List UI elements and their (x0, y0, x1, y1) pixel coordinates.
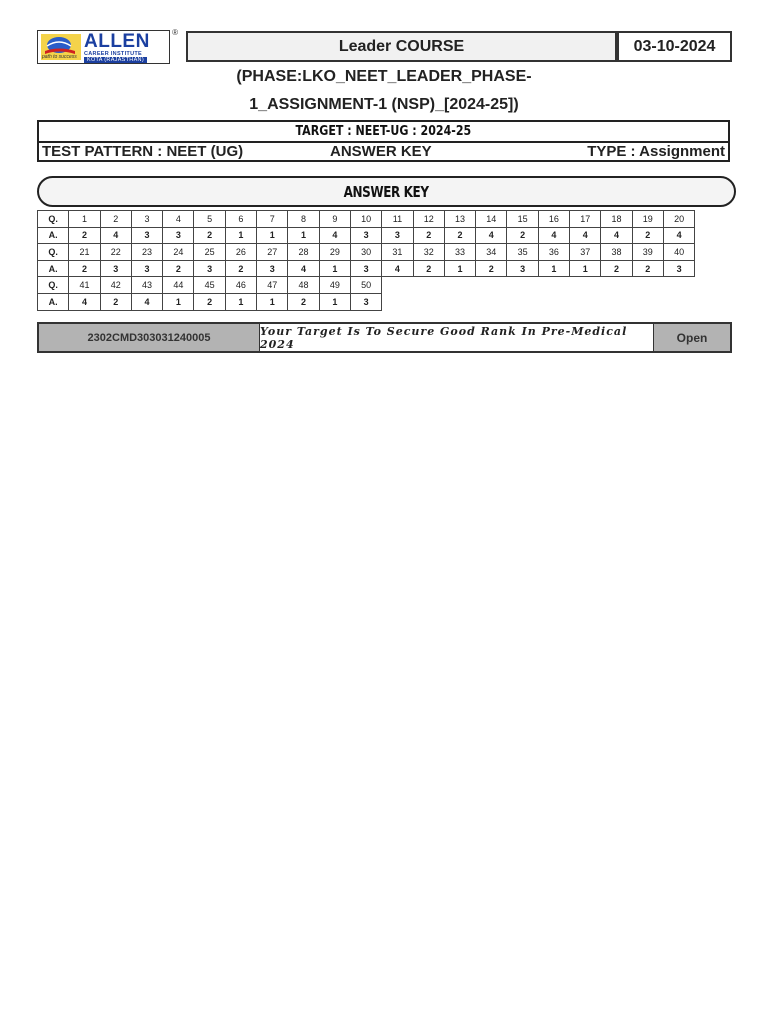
answer-value-cell: 2 (69, 227, 100, 244)
empty-cell (413, 277, 444, 294)
brand-tagline: path to success (42, 54, 77, 60)
empty-cell (570, 277, 601, 294)
answer-value-cell: 2 (507, 227, 538, 244)
answer-value-cell: 3 (257, 260, 288, 277)
question-number-cell: 6 (225, 211, 256, 228)
question-number-cell: 48 (288, 277, 319, 294)
answer-value-cell: 1 (570, 260, 601, 277)
empty-cell (507, 277, 538, 294)
question-number-cell: 1 (69, 211, 100, 228)
question-number-cell: 36 (538, 244, 569, 261)
answer-value-cell: 4 (382, 260, 413, 277)
question-number-cell: 45 (194, 277, 225, 294)
answer-label-cell: A. (38, 293, 69, 310)
empty-cell (601, 277, 632, 294)
paper-code: 2302CMD303031240005 (39, 324, 260, 351)
empty-cell (507, 293, 538, 310)
answer-table (37, 210, 695, 311)
question-number-cell: 3 (131, 211, 162, 228)
answer-value-cell: 3 (507, 260, 538, 277)
question-number-cell: 39 (632, 244, 663, 261)
question-row (38, 211, 695, 228)
target-label: TARGET : NEET-UG : 2024-25 (295, 124, 472, 139)
question-number-cell: 28 (288, 244, 319, 261)
empty-cell (382, 293, 413, 310)
answer-value-cell: 1 (444, 260, 475, 277)
answer-value-cell: 3 (131, 260, 162, 277)
answer-value-cell: 2 (100, 293, 131, 310)
question-number-cell: 27 (257, 244, 288, 261)
question-number-cell: 37 (570, 244, 601, 261)
answer-value-cell: 2 (288, 293, 319, 310)
answer-value-cell: 1 (257, 227, 288, 244)
answer-value-cell: 4 (570, 227, 601, 244)
answer-value-cell: 2 (413, 260, 444, 277)
question-number-cell: 25 (194, 244, 225, 261)
date-box: 03-10-2024 (617, 31, 732, 62)
empty-cell (663, 293, 694, 310)
answer-value-cell: 1 (163, 293, 194, 310)
question-number-cell: 23 (131, 244, 162, 261)
phase-title-line1: (PHASE:LKO_NEET_LEADER_PHASE- (236, 68, 532, 85)
answer-value-cell: 3 (163, 227, 194, 244)
question-number-cell: 20 (663, 211, 694, 228)
answer-value-cell: 3 (663, 260, 694, 277)
question-number-cell: 7 (257, 211, 288, 228)
phase-title-line2: 1_ASSIGNMENT-1 (NSP)_[2024-25]) (249, 96, 519, 113)
answer-value-cell: 3 (350, 260, 381, 277)
question-number-cell: 11 (382, 211, 413, 228)
brand-line1: CAREER INSTITUTE (84, 51, 142, 57)
question-number-cell: 42 (100, 277, 131, 294)
answer-value-cell: 3 (382, 227, 413, 244)
empty-cell (382, 277, 413, 294)
answer-value-cell: 4 (476, 227, 507, 244)
brand-name: ALLEN (84, 31, 150, 52)
answer-value-cell: 2 (632, 227, 663, 244)
question-number-cell: 50 (350, 277, 381, 294)
question-number-cell: 12 (413, 211, 444, 228)
empty-cell (444, 277, 475, 294)
answer-value-cell: 2 (413, 227, 444, 244)
question-number-cell: 19 (632, 211, 663, 228)
question-number-cell: 2 (100, 211, 131, 228)
question-number-cell: 31 (382, 244, 413, 261)
answer-value-cell: 2 (632, 260, 663, 277)
empty-cell (663, 277, 694, 294)
answer-value-cell: 3 (100, 260, 131, 277)
pattern-row (37, 141, 730, 162)
empty-cell (538, 293, 569, 310)
question-number-cell: 41 (69, 277, 100, 294)
target-row (37, 120, 730, 141)
question-number-cell: 40 (663, 244, 694, 261)
empty-cell (632, 277, 663, 294)
answer-value-cell: 4 (100, 227, 131, 244)
answer-value-cell: 3 (194, 260, 225, 277)
answer-value-cell: 4 (69, 293, 100, 310)
answer-value-cell: 2 (194, 227, 225, 244)
question-number-cell: 44 (163, 277, 194, 294)
answer-row (38, 260, 695, 277)
slogan: Your Target Is To Secure Good Rank In Pre-Medical 2024 (260, 324, 653, 351)
empty-cell (570, 293, 601, 310)
question-row (38, 244, 695, 261)
answer-value-cell: 2 (444, 227, 475, 244)
question-number-cell: 8 (288, 211, 319, 228)
answer-value-cell: 2 (163, 260, 194, 277)
question-number-cell: 22 (100, 244, 131, 261)
answer-value-cell: 2 (69, 260, 100, 277)
empty-cell (476, 277, 507, 294)
answer-value-cell: 4 (601, 227, 632, 244)
answer-value-cell: 4 (663, 227, 694, 244)
question-number-cell: 30 (350, 244, 381, 261)
answer-value-cell: 3 (350, 227, 381, 244)
test-pattern-label: TEST PATTERN : NEET (UG) (42, 143, 244, 160)
empty-cell (444, 293, 475, 310)
question-number-cell: 17 (570, 211, 601, 228)
answer-row (38, 227, 695, 244)
answer-value-cell: 4 (288, 260, 319, 277)
answer-value-cell: 1 (225, 293, 256, 310)
question-number-cell: 4 (163, 211, 194, 228)
registered-mark: ® (172, 28, 178, 37)
question-number-cell: 26 (225, 244, 256, 261)
answer-value-cell: 4 (131, 293, 162, 310)
question-number-cell: 5 (194, 211, 225, 228)
question-number-cell: 24 (163, 244, 194, 261)
empty-cell (413, 293, 444, 310)
answer-key-label: ANSWER KEY (330, 143, 432, 160)
footer-bar (37, 322, 732, 353)
empty-cell (538, 277, 569, 294)
question-number-cell: 16 (538, 211, 569, 228)
question-number-cell: 10 (350, 211, 381, 228)
question-number-cell: 43 (131, 277, 162, 294)
answer-key-banner-text: ANSWER KEY (343, 183, 429, 201)
course-title: Leader COURSE (186, 31, 617, 62)
answer-value-cell: 1 (538, 260, 569, 277)
question-label-cell: Q. (38, 211, 69, 228)
empty-cell (632, 293, 663, 310)
answer-grid (37, 210, 737, 311)
answer-label-cell: A. (38, 260, 69, 277)
question-number-cell: 21 (69, 244, 100, 261)
answer-value-cell: 4 (319, 227, 350, 244)
answer-value-cell: 2 (601, 260, 632, 277)
answer-value-cell: 1 (319, 260, 350, 277)
answer-value-cell: 3 (350, 293, 381, 310)
brand-line2: KOTA (RAJASTHAN) (84, 57, 147, 63)
answer-value-cell: 2 (225, 260, 256, 277)
question-number-cell: 13 (444, 211, 475, 228)
answer-row (38, 293, 695, 310)
answer-value-cell: 3 (131, 227, 162, 244)
answer-value-cell: 2 (194, 293, 225, 310)
question-number-cell: 32 (413, 244, 444, 261)
question-number-cell: 34 (476, 244, 507, 261)
answer-value-cell: 2 (476, 260, 507, 277)
question-label-cell: Q. (38, 244, 69, 261)
question-number-cell: 49 (319, 277, 350, 294)
question-number-cell: 29 (319, 244, 350, 261)
answer-value-cell: 4 (538, 227, 569, 244)
answer-value-cell: 1 (225, 227, 256, 244)
answer-key-banner (37, 176, 736, 207)
type-label: TYPE : Assignment (587, 143, 725, 160)
question-number-cell: 38 (601, 244, 632, 261)
question-row (38, 277, 695, 294)
answer-label-cell: A. (38, 227, 69, 244)
question-number-cell: 33 (444, 244, 475, 261)
question-number-cell: 15 (507, 211, 538, 228)
allen-logo (37, 28, 178, 64)
question-number-cell: 47 (257, 277, 288, 294)
question-number-cell: 14 (476, 211, 507, 228)
empty-cell (476, 293, 507, 310)
answer-value-cell: 1 (319, 293, 350, 310)
question-number-cell: 9 (319, 211, 350, 228)
question-number-cell: 35 (507, 244, 538, 261)
question-number-cell: 18 (601, 211, 632, 228)
question-number-cell: 46 (225, 277, 256, 294)
question-label-cell: Q. (38, 277, 69, 294)
answer-value-cell: 1 (257, 293, 288, 310)
answer-value-cell: 1 (288, 227, 319, 244)
status-badge: Open (653, 324, 730, 351)
empty-cell (601, 293, 632, 310)
